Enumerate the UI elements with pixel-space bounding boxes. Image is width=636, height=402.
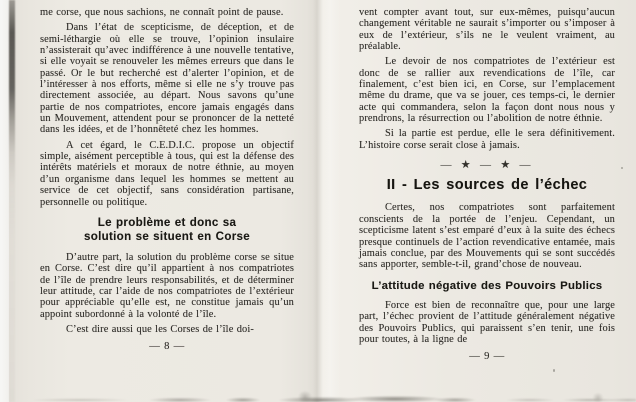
scan-speck bbox=[621, 167, 623, 169]
paragraph-partie: Si la partie est perdue, elle le sera définitivement. L’histoire corse serait close à jamais. bbox=[359, 128, 615, 151]
section-heading-probleme bbox=[40, 216, 294, 245]
paragraph-cedic: A cet égard, le C.E.D.I.C. propose un objectif simple, aisément perceptible à tous, qui est la défense des intérêts matériels et moraux de notre éthnie, au moyen d’un organisme dans lequel les hommes se mettent au service de cet objectif, sans considération partisane, personnelle ou politique. bbox=[40, 139, 294, 208]
page-gutter-crease bbox=[306, 0, 342, 402]
scan-speck bbox=[553, 369, 555, 372]
paragraph-force: Force est bien de reconnaître que, pour une large part, l’échec provient de l’attitude généralement négative des Pouvoirs Publics, qui paraissent s’en tenir, une fois pour toutes, à la ligne de bbox=[359, 300, 615, 346]
paragraph-continuation-right: vent compter avant tout, sur eux-mêmes, puisqu’aucun changement véritable ne saurait s’importer ou s’imposer à eux de l’extérieur, s’ils ne le veulent vraiment, au préalable. bbox=[359, 7, 615, 53]
heading-line-1: Le problème et donc sa bbox=[97, 215, 237, 229]
paragraph-devoir: Le devoir de nos compatriotes de l’extérieur est donc de se rallier aux revendications de l’île, car finalement, c’est bien ici, en Corse, sur l’emplacement même du drame, que va se jouer, ces temps-ci, le dernier acte qui commandera, selon la façon dont nous nous y prendrons, la résurrection ou l’abolition de notre éthnie. bbox=[359, 56, 615, 125]
paragraph-scepticisme: Dans l’état de scepticisme, de déception, et de semi-léthargie où elle se trouve, l’opinion insulaire n’assisterait qu’avec indifférence à une nouvelle tentative, si elle voyait se renouveler les mêmes erreurs que dans le passé. Or le but recherché est d’alerter l’opinion, et de l’intéresser à nos efforts, même si elle ne s’y trouve pas directement associée, au départ. Nous savons qu’une partie de nos compatriotes, encore jamais engagés dans un Mouvement, attendent pour se prononcer de la netteté dans les idées, et de l’honnêteté chez les hommes. bbox=[40, 22, 294, 136]
page-number-right: — 9 — bbox=[469, 351, 505, 363]
left-page bbox=[40, 7, 294, 353]
star-divider: — ★ — ★ — bbox=[440, 159, 534, 172]
paragraph-continuation-left: me corse, que nous sachions, ne connaît point de pause. bbox=[40, 7, 284, 18]
page-number-left: — 8 — bbox=[149, 341, 185, 353]
right-page bbox=[359, 7, 615, 363]
spine-shadow bbox=[9, 0, 15, 402]
scan-edge-strip bbox=[0, 0, 9, 402]
section-heading-attitude-negative: L’attitude négative des Pouvoirs Publics bbox=[371, 279, 603, 292]
paragraph-certes: Certes, nos compatriotes sont parfaitement conscients de la portée de l’enjeu. Cependant, un scepticisme latent s’est emparé d’eux à la suite des échecs presque continuels de l’action revendicative entamée, mais jamais conclue, par des Mouvements qui se sont succédés sans apporter, semble-t-il, grand’chose de nouveau. bbox=[359, 202, 615, 271]
paragraph-corses: C’est dire aussi que les Corses de l’île doi- bbox=[66, 323, 254, 335]
heading-line-2: solution se situent en Corse bbox=[83, 230, 251, 244]
chapter-heading-sources-echec: II - Les sources de l’échec bbox=[386, 177, 588, 194]
paragraph-solution: D’autre part, la solution du problème corse se situe en Corse. C’est dire qu’il appartient à nos compatriotes de l’île de prendre leurs responsabilités, et de déterminer leur attitude, car l’aide de nos compatriotes de l’extérieur pour appréciable qu’elle est, ne constitue jamais qu’un appoint subordonné à la volonté de l’île. bbox=[40, 251, 294, 320]
bottom-page-edge-smudge bbox=[0, 390, 636, 402]
